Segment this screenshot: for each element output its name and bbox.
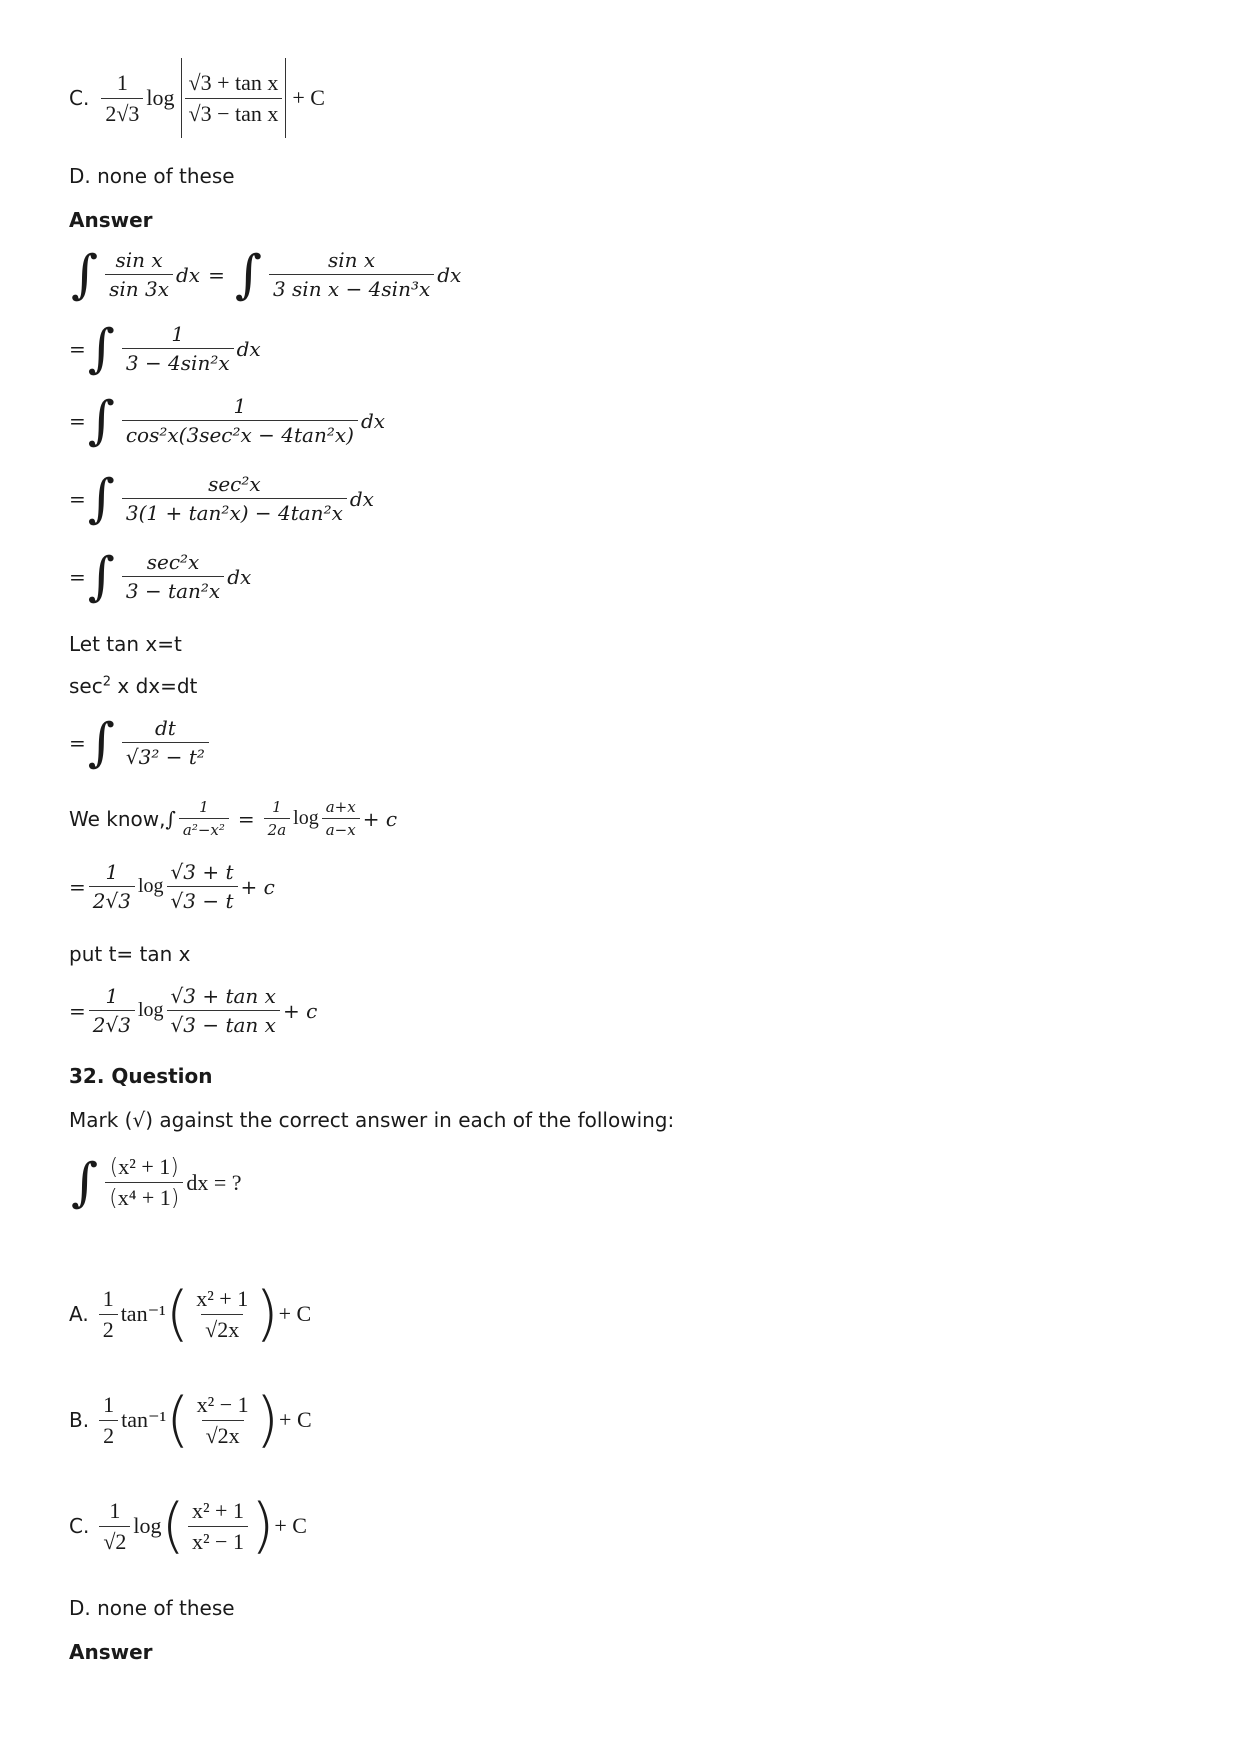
coef-fraction: 1 2 — [99, 1392, 118, 1449]
integral-sign: ∫ — [87, 390, 115, 451]
solution-line-7: = $\frac{1}{2√3}$ log √3 + t √3 − t + c — [69, 860, 275, 913]
coef-fraction: 1 √2 — [99, 1498, 130, 1555]
coef-fraction: $\frac{1}{2√3}$ — [89, 860, 135, 913]
coef-fraction: 1 2√3 — [101, 70, 143, 127]
fraction: √3 + t √3 − t — [167, 860, 238, 913]
fraction: $\frac{1}{\text{a²−x²}}$ — [179, 798, 229, 839]
solution-line-1: ∫ sin x sin 3x dx = ∫ sin x 3 sin x − 4sin³x dx — [71, 244, 462, 305]
integral-sign: ∫ — [87, 468, 115, 529]
abs-bar-right — [285, 58, 286, 138]
question-heading: 32. Question — [69, 1064, 213, 1088]
option-c-prev: C. 1 2√3 log √3 + tan x √3 − tan x + C — [69, 58, 325, 138]
let-line: Let tan x=t — [69, 632, 182, 656]
fraction: x² + 1 x² − 1 — [188, 1498, 248, 1555]
option-c: C. 1 √2 log ( x² + 1 x² − 1 ) + C — [69, 1491, 307, 1561]
solution-line-3: = ∫ 1 cos²x(3sec²x − 4tan²x) dx — [69, 390, 386, 451]
fraction: x² − 1 √2x — [196, 1391, 249, 1448]
option-d: D. none of these — [69, 1596, 235, 1620]
option-label: C. — [69, 86, 90, 110]
sec-line: $\sec^2 x$ dx=dt — [69, 674, 198, 698]
fraction: √3 + tan x √3 − tan x — [167, 984, 280, 1037]
abs-bar-left — [181, 58, 182, 138]
integral-sign: ∫ — [234, 244, 262, 305]
fraction: sec²x 3 − tan²x — [122, 550, 224, 603]
solution-line-4: = ∫ sec²x 3(1 + tan²x) − 4tan²x dx — [69, 468, 374, 529]
question-integral: ∫ (x² + 1) (x⁴ + 1) dx = ? — [71, 1152, 242, 1213]
solution-line-6: = ∫ dt √3² − t² — [69, 716, 212, 769]
option-a: A. 1 2 tan⁻¹ ( x² + 1 √2x ) + C — [69, 1279, 312, 1349]
solution-line-8: = $\frac{1}{2√3}$ log √3 + tan x √3 − tan x + c — [69, 984, 318, 1037]
integral-sign: ∫ — [165, 806, 176, 831]
option-b: B. 1 2 tan⁻¹ ( x² − 1 √2x ) + C — [69, 1385, 312, 1455]
fraction: dt √3² − t² — [122, 716, 209, 769]
integral-sign: ∫ — [71, 1152, 99, 1213]
answer-heading-32: Answer — [69, 1640, 153, 1664]
fraction: a+x a−x — [322, 798, 360, 839]
answer-heading: Answer — [69, 208, 153, 232]
fraction: 1 3 − 4sin²x — [122, 322, 234, 375]
option-d-prev: D. none of these — [69, 164, 235, 188]
we-know-line: We know, ∫ $\frac{1}{\text{a²−x²}}$ = $\frac{1}{2a}$ log a+x a−x + c — [69, 798, 398, 839]
fraction: sin x 3 sin x − 4sin³x — [269, 248, 434, 301]
abs-fraction: √3 + tan x √3 − tan x — [185, 70, 283, 127]
fraction: $\frac{1}{2a}$ — [264, 798, 291, 839]
coef-fraction: 1 2 — [99, 1286, 118, 1343]
log-fn: log — [146, 85, 175, 110]
fraction: (x² + 1) (x⁴ + 1) — [105, 1154, 183, 1211]
integral-sign: ∫ — [87, 318, 115, 379]
fraction: sec²x 3(1 + tan²x) − 4tan²x — [122, 472, 347, 525]
integral-sign: ∫ — [71, 244, 99, 305]
coef-fraction: $\frac{1}{2√3}$ — [89, 984, 135, 1037]
integral-sign: ∫ — [87, 712, 115, 773]
integral-sign: ∫ — [87, 546, 115, 607]
solution-line-5: = ∫ sec²x 3 − tan²x dx — [69, 546, 252, 607]
fraction: sin x sin 3x — [105, 248, 173, 301]
solution-line-2: = ∫ 1 3 − 4sin²x dx — [69, 318, 261, 379]
question-instruction: Mark (√) against the correct answer in each of the following: — [69, 1108, 675, 1132]
put-line: put t= tan x — [69, 942, 191, 966]
fraction: x² + 1 √2x — [196, 1285, 249, 1342]
fraction: 1 cos²x(3sec²x − 4tan²x) — [122, 394, 358, 447]
